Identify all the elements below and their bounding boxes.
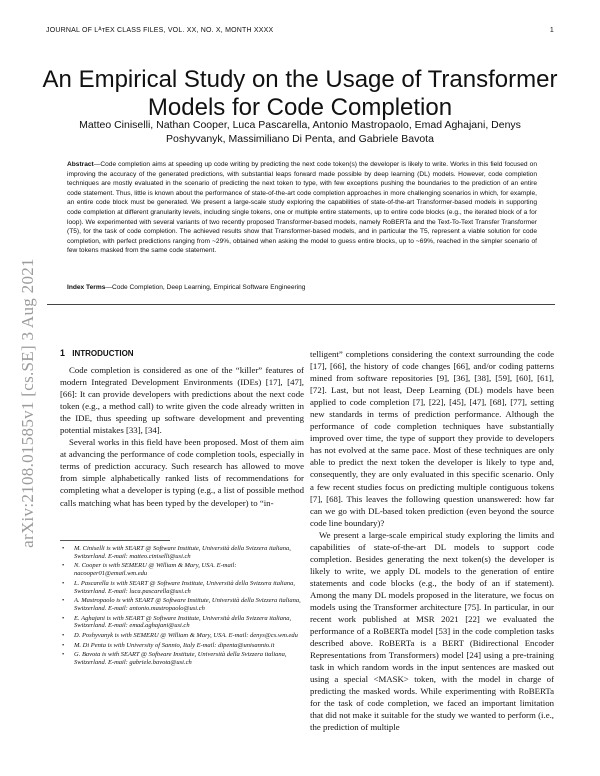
abstract-label: Abstract (67, 161, 94, 168)
footnote-divider (60, 540, 170, 541)
index-terms-text: —Code Completion, Deep Learning, Empirical Software Engineering (105, 284, 306, 291)
arxiv-id: arXiv:2108.01585v1 [cs.SE] 3 Aug 2021 (18, 258, 38, 548)
footnote: • L. Pascarella is with SEART @ Software Institute, Università della Svizzera italiana, Switzerland. E-mail: luca.pascarella@usi.ch (60, 580, 304, 595)
paragraph: Code completion is considered as one of the “killer” features of modern Integrated Development Environments (IDEs) [17], [47], [66]: It can provide developers with predictions about the next code token (e.g., a method call) to write given the code already written in the IDE, thus speeding up software development and preventing potential mistakes [33], [34]. (60, 365, 304, 436)
footnote: • N. Cooper is with SEMERU @ William & Mary, USA. E-mail: nacooper01@email.wm.edu (60, 562, 304, 577)
section-title: INTRODUCTION (72, 349, 134, 358)
right-column (310, 348, 554, 734)
index-terms (67, 283, 537, 292)
paragraph: We present a large-scale empirical study exploring the limits and capabilities of state-of-the-art DL models to support code completion. Besides generating the next token(s) the developer is likely to write, we apply DL models to the generation of entire statements and code blocks (e.g., the body of an if statement). Among the many DL models proposed in the literature, we focus on models using the Transformer architecture [75]. In particular, in our recent work published at MSR 2021 [22] we evaluated the performance of a RoBERTa model [53] in the code completion tasks described above. RoBERTa is a BERT (Bidirectional Encoder Representations from Transformers) model [24] using a pre-training task in which random words in the input sentences are masked out using a special <MASK> token, with the model in charge of predicting the masked words. While experimenting with RoBERTa for the task of code completion, we faced an important limitation that did not make it suitable for the study we wanted to perform (i.e., the prediction of multiple (310, 529, 554, 733)
section-heading (60, 348, 134, 358)
footnote: • M. Di Penta is with University of Sannio, Italy E-mail: dipenta@unisannio.it (60, 642, 304, 650)
section-number: 1 (60, 348, 65, 358)
page-number: 1 (549, 27, 554, 34)
footnote: • G. Bavota is with SEART @ Software Institute, Università della Svizzera italiana, Switzerland. E-mail: gabriele.bavota@usi.ch (60, 651, 304, 666)
journal-name: JOURNAL OF LᴬᴛEX CLASS FILES, VOL. XX, NO. X, MONTH XXXX (46, 27, 274, 34)
author-list: Matteo Ciniselli, Nathan Cooper, Luca Pascarella, Antonio Mastropaolo, Emad Aghajani, Denys Poshyvanyk, Massimiliano Di Penta, and Gabriele Bavota (79, 119, 521, 145)
index-terms-label: Index Terms (67, 284, 106, 291)
abstract-text: —Code completion aims at speeding up code writing by predicting the next code token(s) the developer is likely to write. Works in this field focused on improving the accuracy of the generated predictions, with substantial leaps forward made possible by deep learning (DL) models. However, code completion techniques are mostly evaluated in the scenario of predicting the next token to type, with few exceptions pushing the boundaries to the prediction of an entire code statement. Thus, little is known about the performance of state-of-the-art code completion approaches in more challenging scenarios in which, for example, an entire code block must be generated. We present a large-scale study exploring the capabilities of state-of-the-art Transformer-based models in supporting code completion at different granularity levels, including single tokens, one or multiple entire statements, up to entire code blocks (e.g., the iterated block of a for loop). We experimented with several variants of two recently proposed Transformer-based models, namely RoBERTa and the Text-To-Text Transfer Transformer (T5), for the task of code completion. The achieved results show that Transformer-based models, and in particular the T5, represent a viable solution for code completion, with perfect predictions ranging from ~29%, obtained when asking the model to guess entire blocks, up to ~69%, reached in the simpler scenario of few tokens masked from the same code statement. (67, 161, 537, 255)
paper-title: An Empirical Study on the Usage of Transformer Models for Code Completion (42, 66, 558, 122)
header-divider (47, 304, 555, 305)
footnote: • M. Ciniselli is with SEART @ Software Institute, Università della Svizzera italiana, Switzerland. E-mail: matteo.ciniselli@usi.ch (60, 545, 304, 560)
running-header (46, 27, 554, 39)
abstract (67, 160, 537, 256)
arxiv-stamp (2, 213, 54, 593)
footnote: • D. Poshyvanyk is with SEMERU @ William & Mary, USA. E-mail: denys@cs.wm.edu (60, 632, 304, 640)
footnote: • A. Mastropaolo is with SEART @ Software Institute, Università della Svizzera italiana, Switzerland. E-mail: antonio.mastropaolo@usi.ch (60, 597, 304, 612)
left-column (60, 364, 304, 509)
paragraph: Several works in this field have been proposed. Most of them aim at advancing the performance of code completion tools, especially in terms of prediction accuracy. Such research has allowed to move from simple alphabetically ranked lists of recommendations for completing what a developer is typing (e.g., a list of possible method calls matching what has been typed by the developer) to “in- (60, 437, 304, 508)
paragraph: telligent” completions considering the context surrounding the code [17], [66], the history of code changes [66], and/or coding patterns mined from software repositories [9], [36], [38], [59], [60], [61], [72]. Last, but not least, Deep Learning (DL) models have been applied to code completion [7], [22], [45], [47], [68], [77], setting new standards in terms of prediction performance. Although the performance of code completion techniques have substantially improved over time, the type of support they provide to developers has not evolved at the same pace. Most of these techniques are only able to predict the next token the developer is likely to type and, consequently, they are only evaluated in this specific scenario. Only a few recent studies focus on predicting multiple contiguous tokens [7], [68]. This leaves the following question unanswered: how far can we go with DL-based token prediction (even beyond the source code line boundary)? (310, 349, 554, 528)
affiliation-footnotes (60, 545, 304, 669)
footnote: • E. Aghajani is with SEART @ Software Institute, Università della Svizzera italiana, Switzerland. E-mail: emad.aghajani@usi.ch (60, 615, 304, 630)
